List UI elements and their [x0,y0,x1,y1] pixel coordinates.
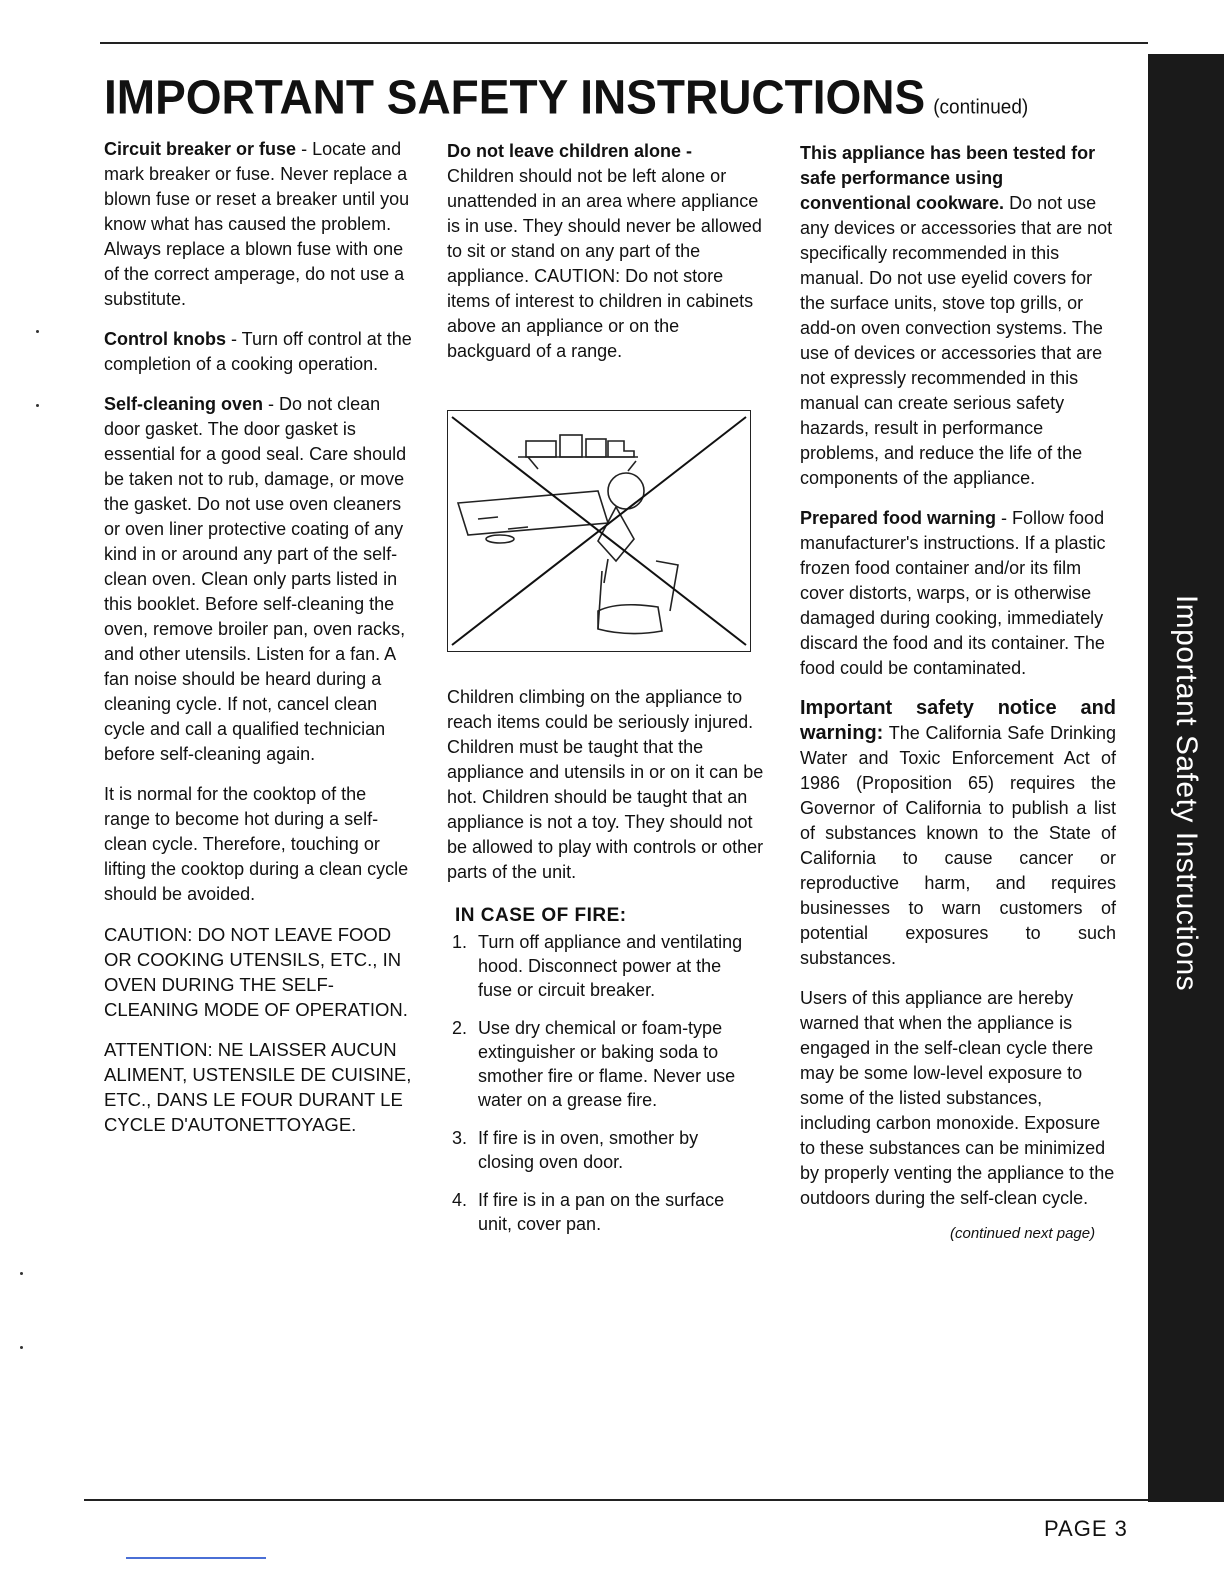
fire-step-text: Use dry chemical or foam-type extinguisher or baking soda to smother fire or flame. Never use water on a grease fire. [478,1018,736,1110]
side-tab-label: Important Safety Instructions [1170,594,1203,992]
continued-next-page: (continued next page) [950,1225,1096,1242]
food-warning-text: - Follow food manufacturer's instructions. If a plastic frozen food container and/or its film cover distorts, warps, or is otherwise damaged during cooking, immediately discard the food and its container. The food could be contaminated. [800,508,1106,678]
column-2 [447,139,767,379]
self-cleaning-heading: Self-cleaning oven [104,394,264,414]
fire-step [452,1126,752,1174]
title-continued: (continued) [933,96,1029,119]
scan-dot [36,330,39,333]
page-number: PAGE 3 [1044,1516,1128,1541]
column-3 [800,141,1116,1226]
children-paragraph [447,139,767,364]
notice-text: The California Safe Drinking Water and Toxic Enforcement Act of 1986 (Proposition 65) requires the Governor of California to publish a list of substances known to the State of California to cause cancer or reproductive harm, and requires businesses to warn customers of potential exposures to such substances. [800,723,1116,968]
fire-step-text: Turn off appliance and ventilating hood. Disconnect power at the fuse or circuit breaker. [478,932,743,1000]
figure-caption [447,685,767,900]
control-knobs-paragraph [104,327,414,377]
tested-heading: This appliance has been tested for safe performance using conventional cookware. [800,143,1096,213]
fire-step [452,930,752,1002]
fire-step-text: If fire is in a pan on the surface unit, cover pan. [478,1190,725,1234]
fire-step-number: 3. [452,1128,468,1148]
child-climbing-drawing [448,411,750,651]
attention-paragraph: ATTENTION: NE LAISSER AUCUN ALIMENT, USTENSILE DE CUISINE, ETC., DANS LE FOUR DURANT LE CYCLE D'AUTONETTOYAGE. [104,1039,412,1135]
notice-heading: Important safety notice and warning: [800,697,1116,744]
page-title-text: IMPORTANT SAFETY INSTRUCTIONS [104,69,926,125]
control-knobs-heading: Control knobs [104,329,226,349]
self-cleaning-paragraph [104,392,414,767]
users-paragraph: Users of this appliance are hereby warned that when the appliance is engaged in the self-clean cycle there may be some low-level exposure to some of the listed substances, including carbon monoxide. Exposure to these substances can be minimized by properly venting the appliance to the outdoors during the self-clean cycle. [800,988,1115,1208]
fire-step-text: If fire is in oven, smother by closing oven door. [478,1128,699,1172]
top-rule [100,42,1148,44]
scan-dot [20,1272,23,1275]
fire-step-number: 4. [452,1190,468,1210]
scan-dot [36,404,39,407]
fire-step [452,1188,752,1236]
normal-hot-paragraph: It is normal for the cooktop of the range to become hot during a self-clean cycle. Therefore, touching or lifting the cooktop during a clean cycle should be avoided. [104,784,409,904]
control-knobs-text: - Turn off control at the completion of a cooking operation. [104,329,412,374]
food-warning-heading: Prepared food warning [800,508,997,528]
food-warning-paragraph [800,506,1116,681]
column-1 [104,137,414,1152]
children-heading: Do not leave children alone - [447,141,693,161]
fire-heading: IN CASE OF FIRE: [455,905,627,926]
circuit-breaker-paragraph [104,137,414,312]
child-climbing-illustration [447,410,751,652]
children-text: Children should not be left alone or unattended in an area where appliance is in use. They should never be allowed to sit or stand on any part of the appliance. CAUTION: Do not store items of interest to children in cabinets above an appliance or on the backguard of a range. [447,166,762,361]
self-cleaning-text: - Do not clean door gasket. The door gasket is essential for a good seal. Care should be taken not to rub, damage, or move the gasket. Do not use oven cleaners or oven liner protective coating of any kind in or around any part of the self-clean oven. Clean only parts listed in this booklet. Before self-cleaning the oven, remove broiler pan, oven racks, and other utensils. Listen for a fan. A fan noise should be heard during a cleaning cycle. If not, cancel clean cycle and call a qualified technician before self-cleaning again. [104,394,407,764]
blue-underline [126,1557,266,1559]
page-title [104,68,1028,136]
notice-paragraph [800,696,1116,971]
caution-paragraph: CAUTION: DO NOT LEAVE FOOD OR COOKING UTENSILS, ETC., IN OVEN DURING THE SELF-CLEANING MODE OF OPERATION. [104,924,408,1020]
scan-dot [20,1346,23,1349]
fire-steps-list [452,930,752,1250]
tested-paragraph [800,141,1116,491]
fire-step-number: 2. [452,1018,468,1038]
figure-caption-text: Children climbing on the appliance to reach items could be seriously injured. Children must be taught that the appliance and utensils in or on it can be hot. Children should be taught that an appliance is not a toy. They should not be allowed to play with controls or other parts of the unit. [447,687,764,882]
fire-step [452,1016,752,1112]
circuit-breaker-text: - Locate and mark breaker or fuse. Never replace a blown fuse or reset a breaker until you know what has caused the problem. Always replace a blown fuse with one of the correct amperage, do not use a substitute. [104,139,410,309]
circuit-breaker-heading: Circuit breaker or fuse [104,139,297,159]
bottom-rule [84,1499,1148,1501]
fire-step-number: 1. [452,932,468,952]
tested-text: Do not use any devices or accessories that are not specifically recommended in this manual. Do not use eyelid covers for the surface units, stove top grills, or add-on oven convection systems. The use of devices or accessories that are not expressly recommended in this manual can create serious safety hazards, result in performance problems, and reduce the life of the components of the appliance. [800,193,1113,488]
